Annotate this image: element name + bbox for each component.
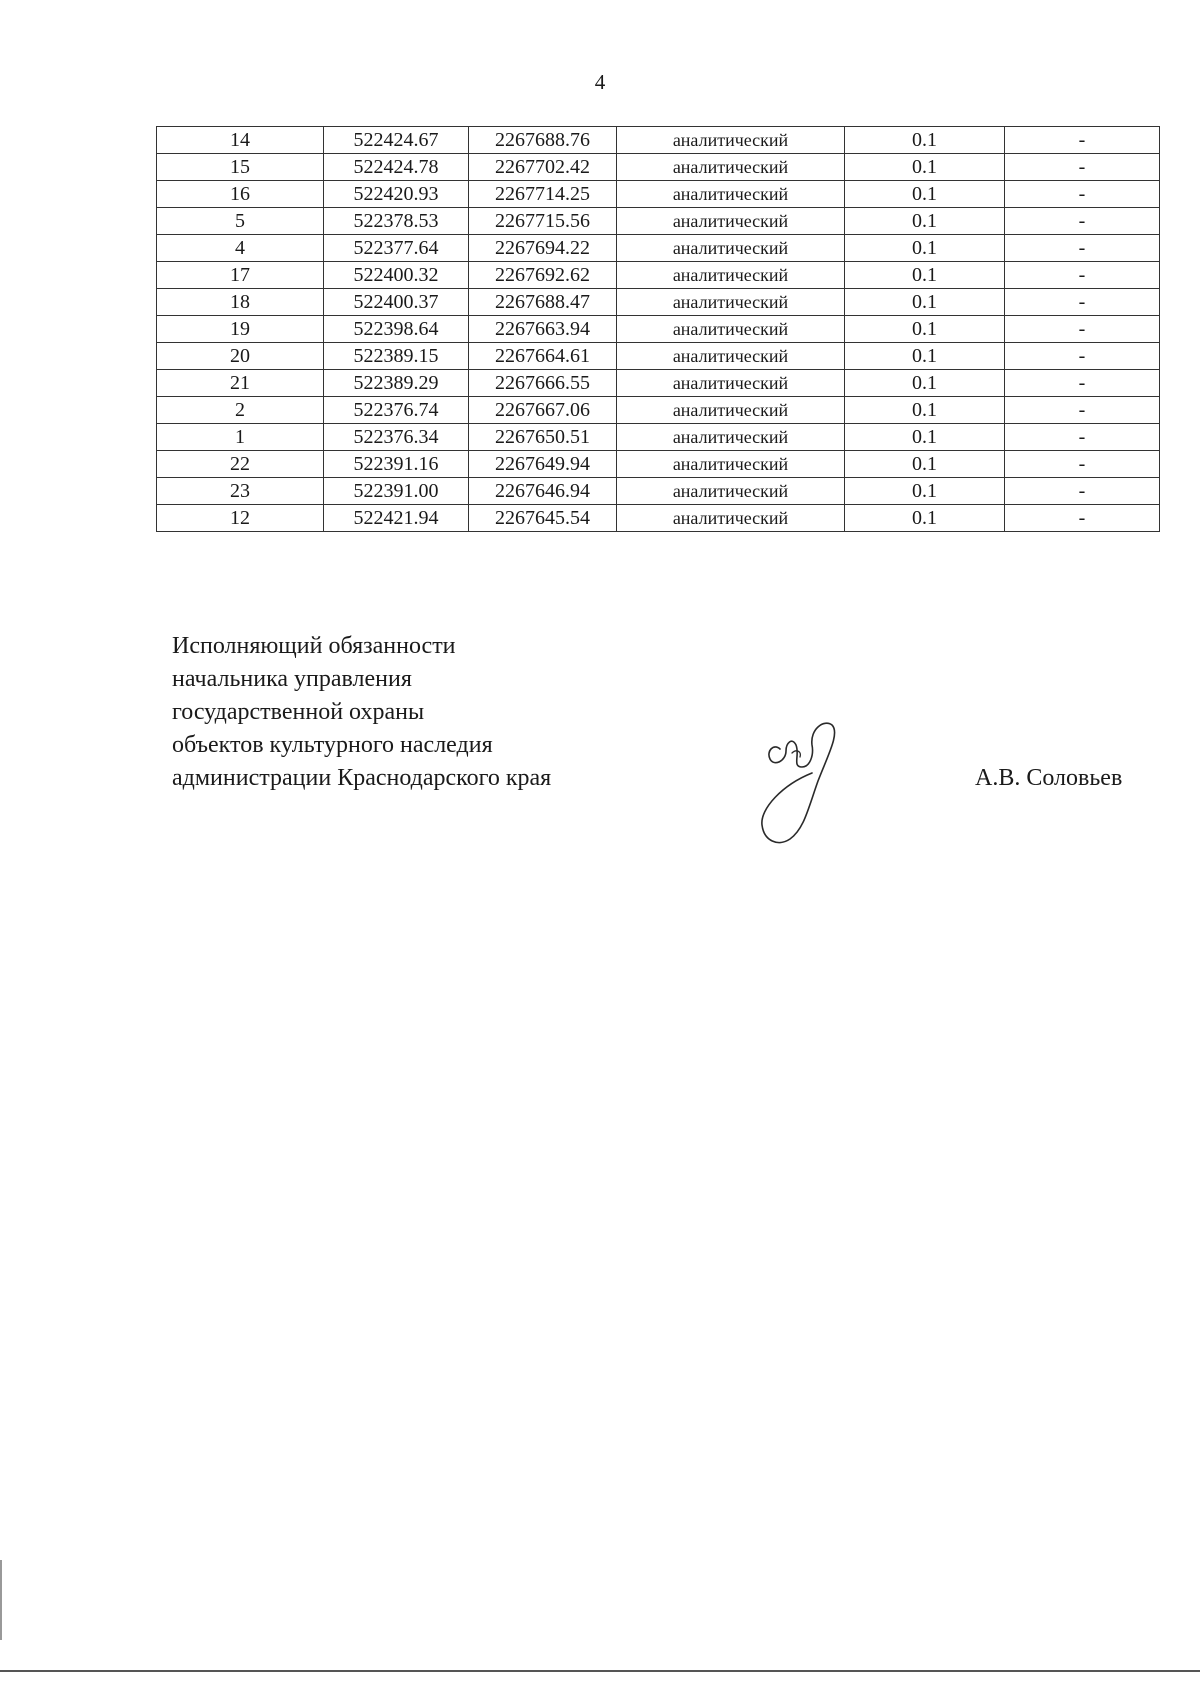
- table-row: [157, 505, 1160, 532]
- note-cell: -: [1005, 154, 1160, 181]
- accuracy-cell: 0.1: [845, 316, 1005, 343]
- point-number-cell: 19: [157, 316, 324, 343]
- signer-name: А.В. Соловьев: [975, 765, 1123, 791]
- note-cell: -: [1005, 316, 1160, 343]
- signatory-title: [172, 630, 551, 795]
- method-cell: аналитический: [617, 478, 845, 505]
- method-cell: аналитический: [617, 316, 845, 343]
- x-coordinate-cell: 522421.94: [324, 505, 469, 532]
- note-cell: -: [1005, 181, 1160, 208]
- x-coordinate-cell: 522389.29: [324, 370, 469, 397]
- accuracy-cell: 0.1: [845, 154, 1005, 181]
- table-row: [157, 208, 1160, 235]
- x-coordinate-cell: 522378.53: [324, 208, 469, 235]
- signatory-title-line: объектов культурного наследия: [172, 732, 493, 758]
- point-number-cell: 22: [157, 451, 324, 478]
- table-row: [157, 316, 1160, 343]
- y-coordinate-cell: 2267688.76: [469, 127, 617, 154]
- table-row: [157, 451, 1160, 478]
- note-cell: -: [1005, 505, 1160, 532]
- y-coordinate-cell: 2267702.42: [469, 154, 617, 181]
- table-row: [157, 127, 1160, 154]
- method-cell: аналитический: [617, 451, 845, 478]
- note-cell: -: [1005, 478, 1160, 505]
- point-number-cell: 16: [157, 181, 324, 208]
- accuracy-cell: 0.1: [845, 289, 1005, 316]
- y-coordinate-cell: 2267666.55: [469, 370, 617, 397]
- x-coordinate-cell: 522424.78: [324, 154, 469, 181]
- point-number-cell: 5: [157, 208, 324, 235]
- y-coordinate-cell: 2267715.56: [469, 208, 617, 235]
- accuracy-cell: 0.1: [845, 397, 1005, 424]
- note-cell: -: [1005, 370, 1160, 397]
- y-coordinate-cell: 2267646.94: [469, 478, 617, 505]
- method-cell: аналитический: [617, 424, 845, 451]
- x-coordinate-cell: 522424.67: [324, 127, 469, 154]
- point-number-cell: 12: [157, 505, 324, 532]
- point-number-cell: 1: [157, 424, 324, 451]
- accuracy-cell: 0.1: [845, 424, 1005, 451]
- y-coordinate-cell: 2267667.06: [469, 397, 617, 424]
- y-coordinate-cell: 2267688.47: [469, 289, 617, 316]
- y-coordinate-cell: 2267694.22: [469, 235, 617, 262]
- x-coordinate-cell: 522376.34: [324, 424, 469, 451]
- scan-margin-mark: [0, 1560, 2, 1640]
- table-row: [157, 289, 1160, 316]
- signatory-title-line: администрации Краснодарского края: [172, 765, 552, 791]
- x-coordinate-cell: 522398.64: [324, 316, 469, 343]
- x-coordinate-cell: 522376.74: [324, 397, 469, 424]
- point-number-cell: 20: [157, 343, 324, 370]
- point-number-cell: 4: [157, 235, 324, 262]
- x-coordinate-cell: 522400.37: [324, 289, 469, 316]
- x-coordinate-cell: 522389.15: [324, 343, 469, 370]
- accuracy-cell: 0.1: [845, 181, 1005, 208]
- y-coordinate-cell: 2267645.54: [469, 505, 617, 532]
- method-cell: аналитический: [617, 397, 845, 424]
- note-cell: -: [1005, 451, 1160, 478]
- accuracy-cell: 0.1: [845, 370, 1005, 397]
- x-coordinate-cell: 522391.00: [324, 478, 469, 505]
- x-coordinate-cell: 522377.64: [324, 235, 469, 262]
- table-row: [157, 478, 1160, 505]
- table-row: [157, 370, 1160, 397]
- y-coordinate-cell: 2267692.62: [469, 262, 617, 289]
- point-number-cell: 18: [157, 289, 324, 316]
- signatory-title-line: начальника управления: [172, 666, 412, 692]
- coordinates-table-body: [157, 127, 1160, 532]
- method-cell: аналитический: [617, 289, 845, 316]
- accuracy-cell: 0.1: [845, 343, 1005, 370]
- note-cell: -: [1005, 235, 1160, 262]
- coordinates-table: [156, 126, 1160, 532]
- method-cell: аналитический: [617, 181, 845, 208]
- y-coordinate-cell: 2267663.94: [469, 316, 617, 343]
- method-cell: аналитический: [617, 235, 845, 262]
- table-row: [157, 397, 1160, 424]
- point-number-cell: 23: [157, 478, 324, 505]
- note-cell: -: [1005, 262, 1160, 289]
- signatory-title-line: Исполняющий обязанности: [172, 633, 456, 659]
- method-cell: аналитический: [617, 127, 845, 154]
- method-cell: аналитический: [617, 343, 845, 370]
- handwritten-signature-icon: [752, 715, 862, 855]
- accuracy-cell: 0.1: [845, 208, 1005, 235]
- y-coordinate-cell: 2267714.25: [469, 181, 617, 208]
- y-coordinate-cell: 2267664.61: [469, 343, 617, 370]
- point-number-cell: 2: [157, 397, 324, 424]
- method-cell: аналитический: [617, 262, 845, 289]
- accuracy-cell: 0.1: [845, 262, 1005, 289]
- table-row: [157, 424, 1160, 451]
- note-cell: -: [1005, 343, 1160, 370]
- note-cell: -: [1005, 397, 1160, 424]
- note-cell: -: [1005, 127, 1160, 154]
- x-coordinate-cell: 522391.16: [324, 451, 469, 478]
- y-coordinate-cell: 2267650.51: [469, 424, 617, 451]
- accuracy-cell: 0.1: [845, 127, 1005, 154]
- x-coordinate-cell: 522420.93: [324, 181, 469, 208]
- method-cell: аналитический: [617, 208, 845, 235]
- table-row: [157, 343, 1160, 370]
- point-number-cell: 17: [157, 262, 324, 289]
- point-number-cell: 21: [157, 370, 324, 397]
- page-bottom-rule: [0, 1670, 1200, 1672]
- note-cell: -: [1005, 289, 1160, 316]
- accuracy-cell: 0.1: [845, 505, 1005, 532]
- y-coordinate-cell: 2267649.94: [469, 451, 617, 478]
- table-row: [157, 181, 1160, 208]
- signatory-title-line: государственной охраны: [172, 699, 425, 725]
- method-cell: аналитический: [617, 505, 845, 532]
- accuracy-cell: 0.1: [845, 478, 1005, 505]
- method-cell: аналитический: [617, 370, 845, 397]
- accuracy-cell: 0.1: [845, 451, 1005, 478]
- table-row: [157, 262, 1160, 289]
- note-cell: -: [1005, 208, 1160, 235]
- method-cell: аналитический: [617, 154, 845, 181]
- x-coordinate-cell: 522400.32: [324, 262, 469, 289]
- table-row: [157, 154, 1160, 181]
- note-cell: -: [1005, 424, 1160, 451]
- page-number: 4: [594, 70, 606, 94]
- point-number-cell: 14: [157, 127, 324, 154]
- accuracy-cell: 0.1: [845, 235, 1005, 262]
- point-number-cell: 15: [157, 154, 324, 181]
- table-row: [157, 235, 1160, 262]
